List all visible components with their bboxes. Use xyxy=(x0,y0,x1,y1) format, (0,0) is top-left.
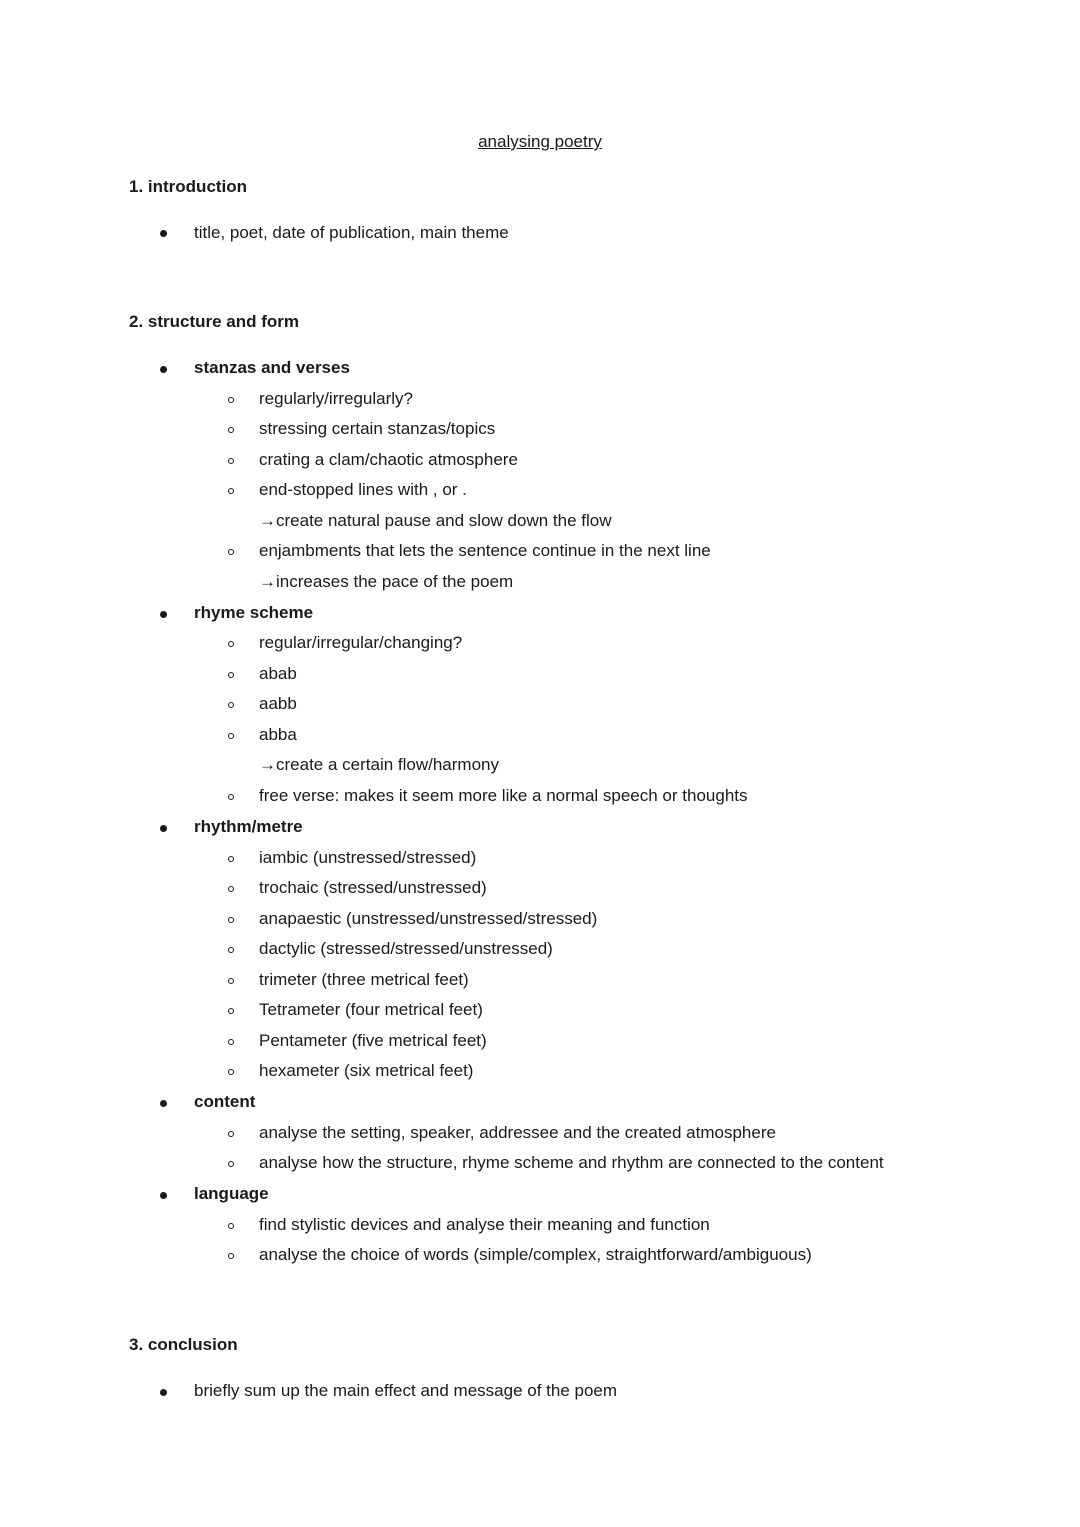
sub-bullet-icon xyxy=(228,794,234,800)
section-heading-introduction: 1. introduction xyxy=(129,177,248,196)
sub-list-item: analyse how the structure, rhyme scheme and rhythm are connected to the content xyxy=(259,1153,884,1172)
sub-list-item: trochaic (stressed/unstressed) xyxy=(259,878,487,897)
sub-list-item: analyse the setting, speaker, addressee and the created atmosphere xyxy=(259,1123,776,1142)
sub-list-item: trimeter (three metrical feet) xyxy=(259,970,469,989)
arrow-note: →create a certain flow/harmony xyxy=(259,755,499,774)
sub-bullet-icon xyxy=(228,458,234,464)
sub-bullet-icon xyxy=(228,733,234,739)
bullet-icon xyxy=(160,825,167,832)
sub-bullet-icon xyxy=(228,641,234,647)
sub-bullet-icon xyxy=(228,1253,234,1259)
sub-list-item: free verse: makes it seem more like a normal speech or thoughts xyxy=(259,786,748,805)
bullet-icon xyxy=(160,1100,167,1107)
sub-bullet-icon xyxy=(228,917,234,923)
list-item: title, poet, date of publication, main theme xyxy=(194,223,509,242)
list-item-heading: rhythm/metre xyxy=(194,817,303,836)
sub-bullet-icon xyxy=(228,549,234,555)
list-item-heading: rhyme scheme xyxy=(194,603,314,622)
sub-list-item: dactylic (stressed/stressed/unstressed) xyxy=(259,939,553,958)
sub-list-item: stressing certain stanzas/topics xyxy=(259,419,496,438)
arrow-note: →create natural pause and slow down the flow xyxy=(259,511,612,530)
sub-bullet-icon xyxy=(228,886,234,892)
document-title: analysing poetry xyxy=(478,132,602,151)
sub-bullet-icon xyxy=(228,1161,234,1167)
section-heading-structure-and-form: 2. structure and form xyxy=(129,312,300,331)
sub-bullet-icon xyxy=(228,1223,234,1229)
sub-list-item: iambic (unstressed/stressed) xyxy=(259,848,477,867)
sub-bullet-icon xyxy=(228,672,234,678)
sub-bullet-icon xyxy=(228,978,234,984)
sub-bullet-icon xyxy=(228,397,234,403)
sub-list-item: end-stopped lines with , or . xyxy=(259,480,467,499)
sub-list-item: regularly/irregularly? xyxy=(259,389,414,408)
sub-list-item: regular/irregular/changing? xyxy=(259,633,463,652)
list-item: briefly sum up the main effect and message of the poem xyxy=(194,1381,618,1400)
sub-list-item: analyse the choice of words (simple/complex, straightforward/ambiguous) xyxy=(259,1245,812,1264)
sub-list-item: hexameter (six metrical feet) xyxy=(259,1061,474,1080)
sub-bullet-icon xyxy=(228,1008,234,1014)
bullet-icon xyxy=(160,366,167,373)
sub-bullet-icon xyxy=(228,488,234,494)
bullet-icon xyxy=(160,611,167,618)
sub-list-item: crating a clam/chaotic atmosphere xyxy=(259,450,518,469)
sub-bullet-icon xyxy=(228,1039,234,1045)
section-heading-conclusion: 3. conclusion xyxy=(129,1335,238,1354)
sub-bullet-icon xyxy=(228,1069,234,1075)
sub-bullet-icon xyxy=(228,856,234,862)
bullet-icon xyxy=(160,1389,167,1396)
sub-list-item: Tetrameter (four metrical feet) xyxy=(259,1000,483,1019)
sub-list-item: anapaestic (unstressed/unstressed/stressed) xyxy=(259,909,598,928)
list-item-heading: language xyxy=(194,1184,269,1203)
sub-list-item: Pentameter (five metrical feet) xyxy=(259,1031,487,1050)
sub-list-item: abab xyxy=(259,664,297,683)
sub-list-item: enjambments that lets the sentence continue in the next line xyxy=(259,541,711,560)
sub-bullet-icon xyxy=(228,947,234,953)
sub-bullet-icon xyxy=(228,702,234,708)
bullet-icon xyxy=(160,1192,167,1199)
sub-bullet-icon xyxy=(228,1131,234,1137)
sub-list-item: abba xyxy=(259,725,297,744)
arrow-note: →increases the pace of the poem xyxy=(259,572,514,591)
list-item-heading: stanzas and verses xyxy=(194,358,350,377)
sub-list-item: find stylistic devices and analyse their meaning and function xyxy=(259,1215,710,1234)
list-item-heading: content xyxy=(194,1092,256,1111)
bullet-icon xyxy=(160,230,167,237)
sub-list-item: aabb xyxy=(259,694,297,713)
sub-bullet-icon xyxy=(228,427,234,433)
